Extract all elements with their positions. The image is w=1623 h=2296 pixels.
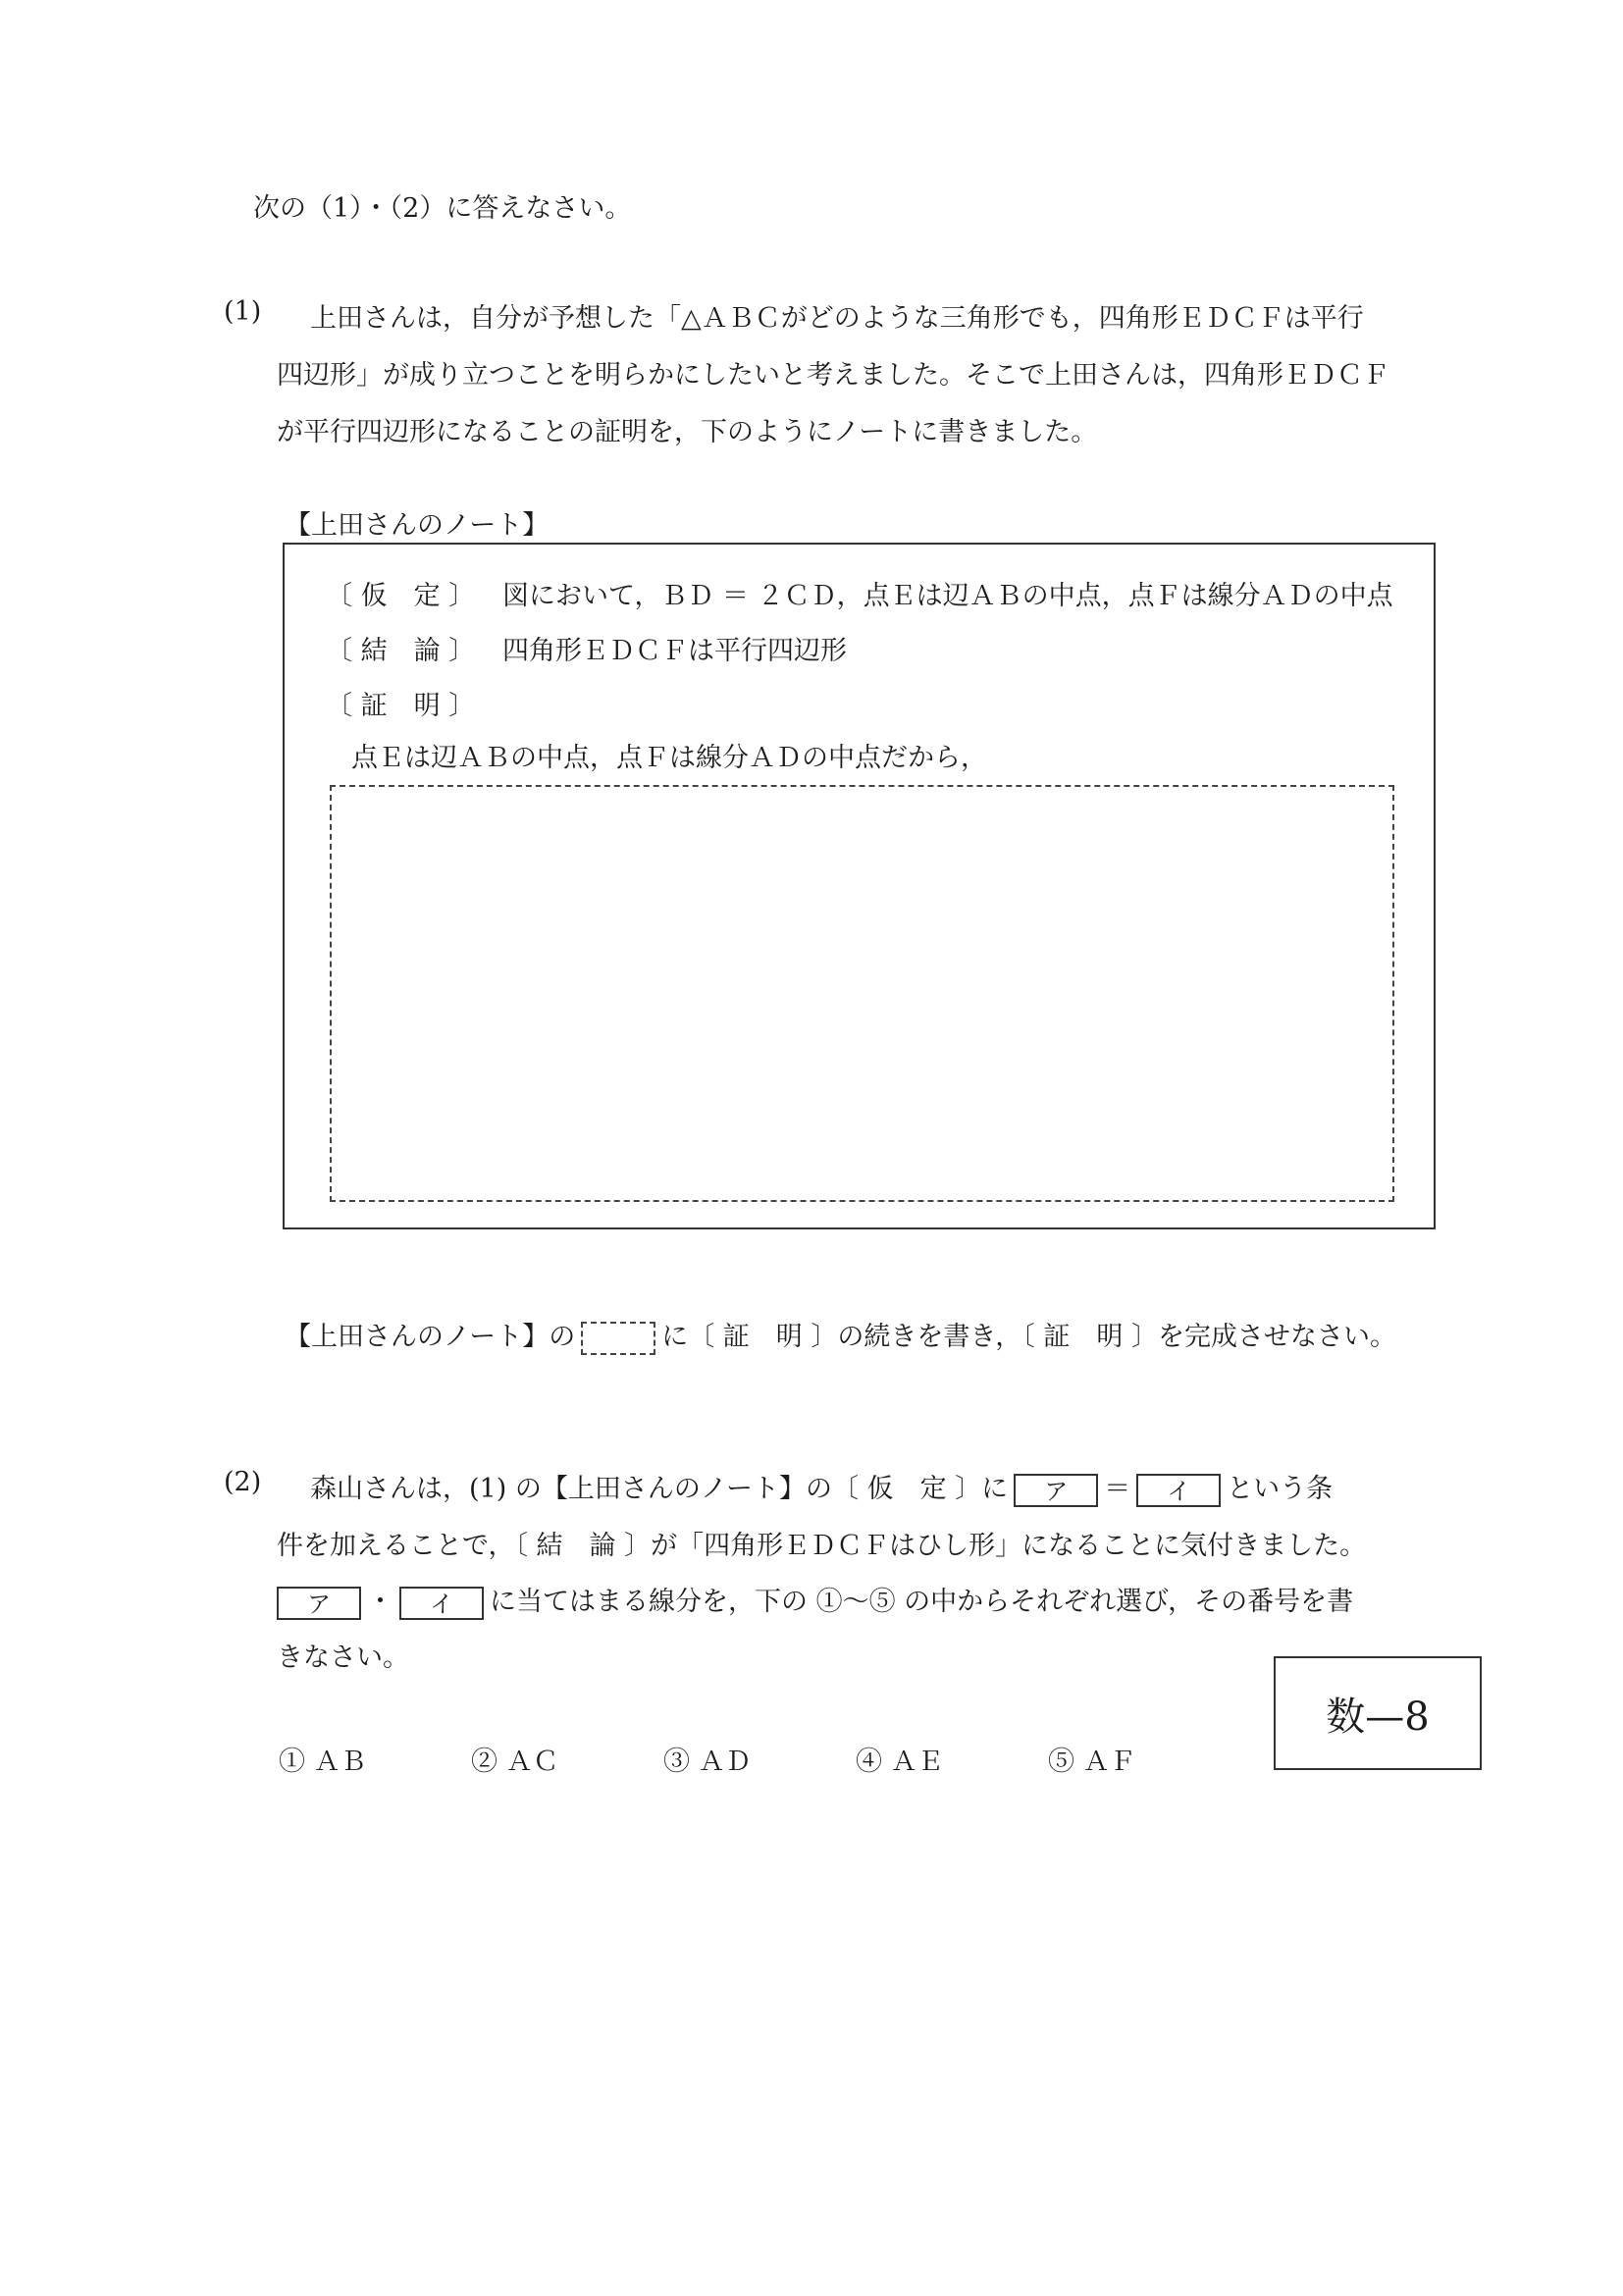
page-number-box [1274, 1656, 1482, 1770]
box-i: イ [1136, 1474, 1221, 1507]
proof-answer-area[interactable] [330, 785, 1394, 1202]
choice-5: ⑤ ＡＦ [1048, 1747, 1136, 1777]
box-a-ref: ア [277, 1587, 361, 1620]
proof-label: 〔 証 明 〕 [326, 691, 476, 721]
q2-text-line-3 [277, 1580, 1353, 1620]
choice-3: ③ ＡＤ [663, 1747, 752, 1777]
q1-instruction-part2: に〔 証 明 〕の続きを書き，〔 証 明 〕を完成させなさい。 [661, 1322, 1396, 1352]
page-number: 数—8 [1326, 1694, 1430, 1740]
choice-4: ④ ＡＥ [856, 1747, 944, 1777]
q2-text-line-1 [310, 1467, 1333, 1507]
box-i-ref: イ [399, 1587, 484, 1620]
q1-instruction [285, 1315, 1396, 1355]
proof-start-text: 点Ｅは辺ＡＢの中点，点Ｆは線分ＡＤの中点だから， [351, 743, 987, 773]
inline-dashed-box [581, 1322, 655, 1355]
q1-label: (1) [224, 296, 262, 327]
box-a: ア [1014, 1474, 1098, 1507]
intro-text: 次の（1）・（2）に答えなさい。 [253, 193, 632, 224]
q1-text-line-1: 上田さんは，自分が予想した「△ＡＢＣがどのような三角形でも，四角形ＥＤＣＦは平行 [310, 303, 1364, 334]
choice-1: ① ＡＢ [279, 1747, 367, 1777]
conclusion-label: 〔 結 論 〕 [326, 636, 476, 666]
assumption-label: 〔 仮 定 〕 [326, 581, 476, 611]
q1-text-line-2: 四辺形」が成り立つことを明らかにしたいと考えました。そこで上田さんは，四角形ＥＤＣＦ [277, 360, 1389, 391]
conclusion-text: 四角形ＥＤＣＦは平行四辺形 [502, 636, 847, 666]
q2-label: (2) [224, 1467, 262, 1497]
middle-dot: ・ [367, 1587, 393, 1617]
q2-line1-part-b: という条 [1227, 1474, 1334, 1504]
note-title: 【上田さんのノート】 [285, 510, 550, 541]
q2-line1-part-a: 森山さんは，(1) の【上田さんのノート】の〔 仮 定 〕に [310, 1474, 1009, 1504]
q2-text-line-2: 件を加えることで，〔 結 論 〕が「四角形ＥＤＣＦはひし形」になることに気付きました。 [277, 1531, 1367, 1561]
choice-2: ② ＡＣ [471, 1747, 559, 1777]
q2-text-line-4: きなさい。 [277, 1643, 409, 1673]
assumption-text: 図において，ＢＤ ＝ ２ＣＤ，点Ｅは辺ＡＢの中点，点Ｆは線分ＡＤの中点 [502, 581, 1393, 611]
q2-line3-part-b: に当てはまる線分を，下の ①～⑤ の中からそれぞれ選び，その番号を書 [490, 1587, 1354, 1617]
equals-sign: ＝ [1104, 1474, 1131, 1504]
q1-instruction-part1: 【上田さんのノート】の [285, 1322, 576, 1352]
q1-text-line-3: が平行四辺形になることの証明を，下のようにノートに書きました。 [277, 417, 1098, 447]
